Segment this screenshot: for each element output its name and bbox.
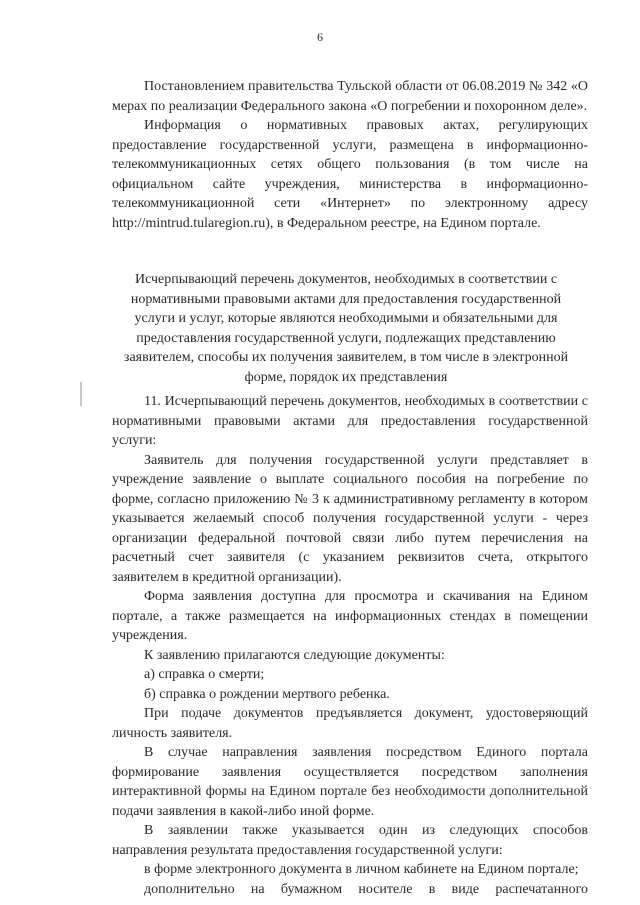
scan-mark <box>80 382 82 406</box>
intro-section <box>112 77 588 233</box>
paragraph: Форма заявления доступна для просмотра и скачивания на Едином портале, а также размещается на информационных стендах в помещении учреждения. <box>112 589 588 643</box>
list-item: а) справка о смерти; <box>144 667 265 682</box>
paragraph: При подаче документов предъявляется документ, удостоверяющий личность заявителя. <box>112 706 588 741</box>
heading-line: форме, порядок их представления <box>244 369 448 385</box>
paragraph: Постановлением правительства Тульской области от 06.08.2019 № 342 «О мерах по реализации Федерального закона «О погребении и похоронном деле». <box>112 79 588 114</box>
paragraph: Заявитель для получения государственной услуги представляет в учреждение заявление о выплате социального пособия на погребение по форме, согласно приложению № 3 к административному регламенту в котором указывается желаемый способ получения государственной услуги - через организации федеральной почтовой связи либо путем перечисления на расчетный счет заявителя (с указанием реквизитов счета, открытого заявителем в кредитной организации). <box>112 452 588 585</box>
heading-line: услуги и услуг, которые являются необходимыми и обязательными для <box>134 311 558 326</box>
paragraph: дополнительно на бумажном носителе в виде распечатанного <box>144 881 588 897</box>
page-number: 6 <box>317 30 323 44</box>
paragraph: Информация о нормативных правовых актах, регулирующих предоставление государственной услуги, размещена в информационно-телекоммуникационных сетях общего пользования (в том числе на официальном сайте учреждения, министерства в информационно-телекоммуникационной сети «Интернет» по электронному адресу http://mintrud.tularegion.ru), в Федеральном реестре, на Едином портале. <box>112 118 588 231</box>
heading-line: Исчерпывающий перечень документов, необходимых в соответствии с <box>134 272 558 287</box>
heading-line: нормативными правовыми актами для предоставления государственной <box>130 291 562 307</box>
paragraph: К заявлению прилагаются следующие документы: <box>144 647 445 663</box>
list-item: в форме электронного документа в личном кабинете на Едином портале; <box>144 862 579 877</box>
main-section <box>112 392 588 899</box>
section-heading <box>104 270 588 387</box>
list-item: б) справка о рождении мертвого ребенка. <box>144 686 390 702</box>
paragraph: В случае направления заявления посредством Единого портала формирование заявления осуществляется посредством заполнения интерактивной формы на Едином портале без необходимости дополнительной подачи заявления в какой-либо иной форме. <box>112 745 588 819</box>
paragraph: 11. Исчерпывающий перечень документов, необходимых в соответствии с нормативными правовыми актами для предоставления государственной услуги: <box>112 394 588 448</box>
paragraph: В заявлении также указывается один из следующих способов направления результата предоставления государственной услуги: <box>112 823 588 858</box>
heading-line: предоставления государственной услуги, подлежащих представлению <box>136 330 556 346</box>
heading-line: заявителем, способы их получения заявителем, в том числе в электронной <box>123 350 569 365</box>
